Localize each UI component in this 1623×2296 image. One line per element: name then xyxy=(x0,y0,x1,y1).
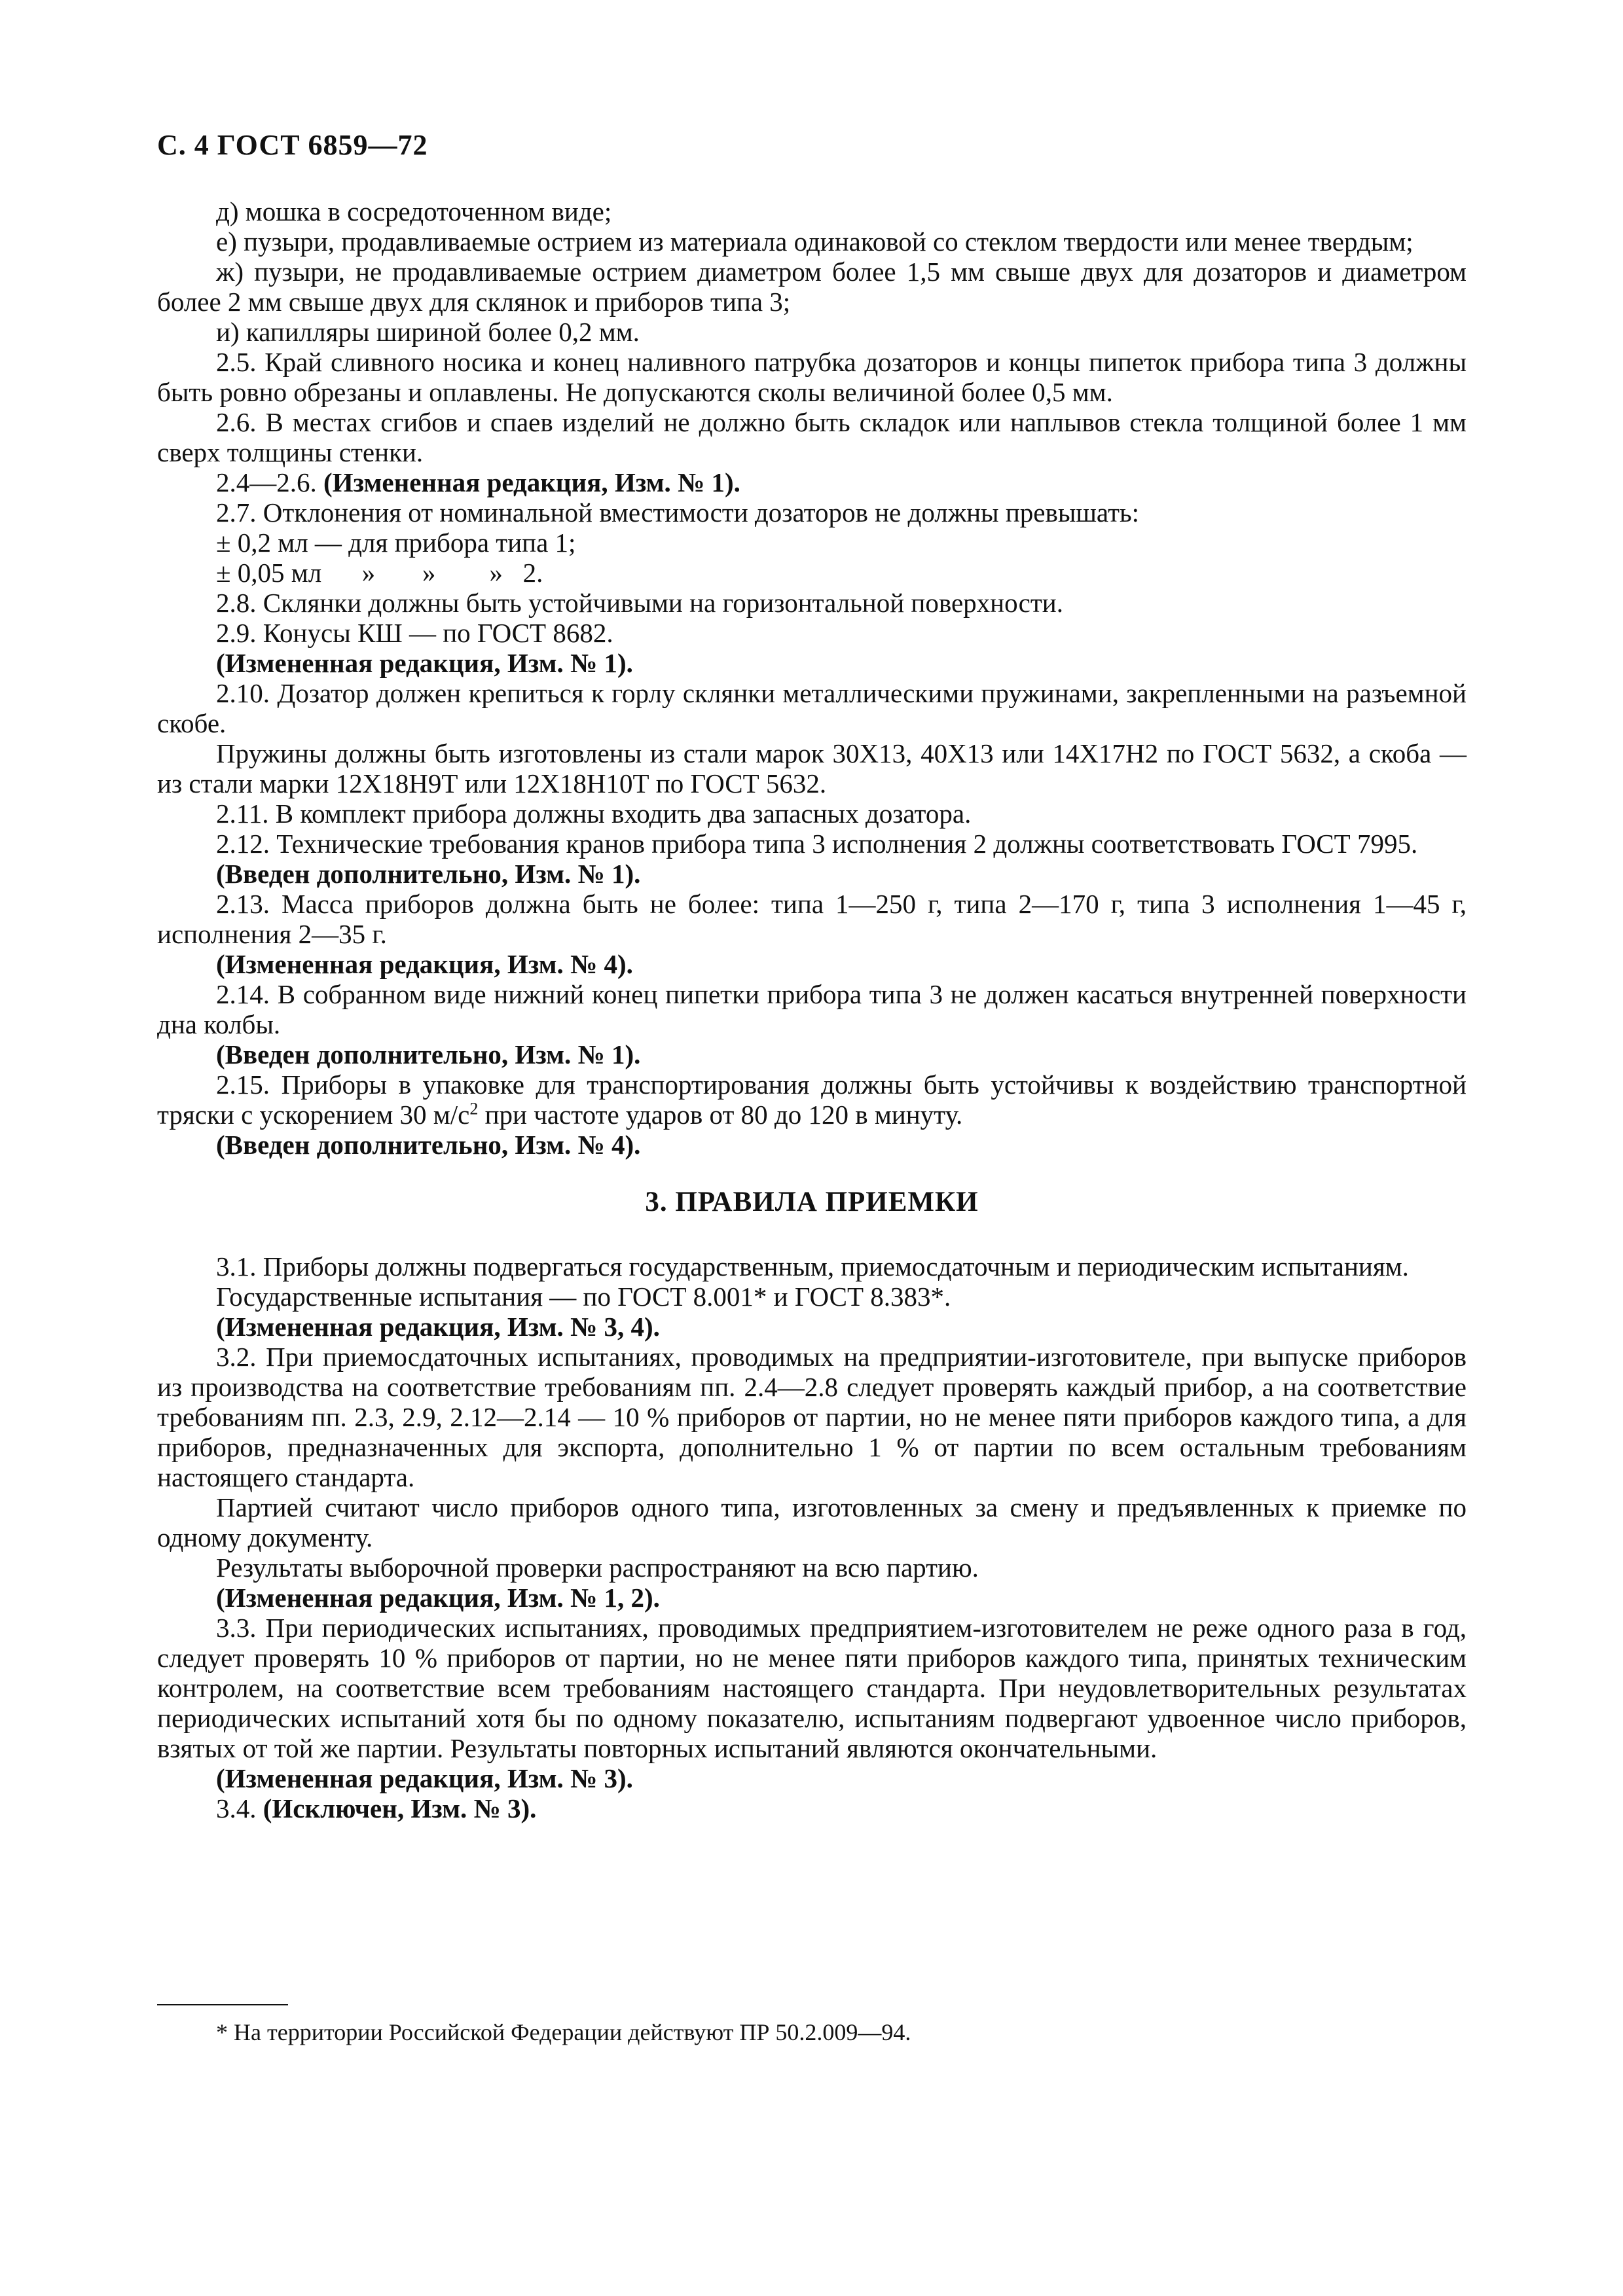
amendment-note: (Измененная редакция, Изм. № 1). xyxy=(323,467,740,497)
clause-2-15 xyxy=(157,1069,1467,1130)
clause-3-2-batch: Партией считают число приборов одного типа, изготовленных за смену и предъявленных к приемке по одному документу. xyxy=(157,1492,1467,1552)
amendment-note-2-13: (Измененная редакция, Изм. № 4). xyxy=(216,949,633,979)
superscript: 2 xyxy=(469,1099,479,1119)
amendment-note-3-2: (Измененная редакция, Изм. № 1, 2). xyxy=(216,1583,660,1613)
tolerance-type-1: ± 0,2 мл — для прибора типа 1; xyxy=(216,528,576,558)
clause-3-2: 3.2. При приемосдаточных испытаниях, проводимых на предприятии-изготовителе, при выпуске приборов из производства на соответствие требованиям пп. 2.4—2.8 следует проверять каждый прибор, а на соответствие требованиям пп. 2.3, 2.9, 2.12—2.14 — 10 % приборов от партии, но не менее пяти приборов каждого типа, а для приборов, предназначенных для экспорта, дополнительно 1 % от партии по всем остальным требованиям настоящего стандарта. xyxy=(157,1342,1467,1492)
document-body xyxy=(157,196,1467,1823)
clause-3-4-prefix: 3.4. xyxy=(216,1793,257,1823)
page-header: С. 4 ГОСТ 6859—72 xyxy=(157,129,428,161)
clause-3-3: 3.3. При периодических испытаниях, проводимых предприятием-изготовителем не реже одного раза в год, следует проверять 10 % приборов от партии, но не менее пяти приборов каждого типа, принятых техническим контролем, на соответствие всем требованиям настоящего стандарта. При неудовлетворительных результатах периодических испытаний хотя бы по одному показателю, испытаниям подвергают удвоенное число приборов, взятых от той же партии. Результаты повторных испытаний являются окончательными. xyxy=(157,1613,1467,1763)
clause-2-15-text-a: 2.15. Приборы в упаковке для транспортирования должны быть устойчивы к воздействию транспортной тряски с ускорением 30 м/с xyxy=(157,1069,1467,1130)
amendment-note-2-9: (Измененная редакция, Изм. № 1). xyxy=(216,648,633,678)
clause-3-4 xyxy=(157,1793,1467,1823)
amendment-note-3-3: (Измененная редакция, Изм. № 3). xyxy=(216,1763,633,1793)
clause-2-5: 2.5. Край сливного носика и конец наливного патрубка дозаторов и концы пипеток прибора типа 3 должны быть ровно обрезаны и оплавлены. Не допускаются сколы величиной более 0,5 мм. xyxy=(157,347,1467,407)
clause-2-12: 2.12. Технические требования кранов прибора типа 3 исполнения 2 должны соответствовать ГОСТ 7995. xyxy=(216,829,1418,859)
clause-2-10: 2.10. Дозатор должен крепиться к горлу склянки металлическими пружинами, закрепленными на разъемной скобе. xyxy=(157,678,1467,738)
list-item-d: д) мошка в сосредоточенном виде; xyxy=(216,196,612,226)
clause-2-9: 2.9. Конусы КШ — по ГОСТ 8682. xyxy=(216,618,613,648)
clause-3-1: 3.1. Приборы должны подвергаться государственным, приемосдаточным и периодическим испытаниям. xyxy=(216,1251,1409,1282)
clause-2-4-2-6-note xyxy=(157,467,1467,497)
footnote: * На территории Российской Федерации действуют ПР 50.2.009—94. xyxy=(216,2019,911,2045)
amendment-note-3-1: (Измененная редакция, Изм. № 3, 4). xyxy=(216,1312,660,1342)
clause-2-6: 2.6. В местах сгибов и спаев изделий не должно быть складок или наплывов стекла толщиной более 1 мм сверх толщины стенки. xyxy=(157,407,1467,467)
amendment-note-3-4: (Исключен, Изм. № 3). xyxy=(263,1793,537,1823)
clause-3-1-state-tests: Государственные испытания — по ГОСТ 8.001* и ГОСТ 8.383*. xyxy=(216,1282,951,1312)
footnote-divider xyxy=(157,2004,288,2005)
clause-2-15-text-b: при частоте ударов от 80 до 120 в минуту. xyxy=(478,1100,963,1130)
list-item-i: и) капилляры шириной более 0,2 мм. xyxy=(216,317,640,347)
amendment-note-2-12: (Введен дополнительно, Изм. № 1). xyxy=(216,859,641,889)
amendment-note-2-14: (Введен дополнительно, Изм. № 1). xyxy=(216,1039,641,1069)
clause-2-14: 2.14. В собранном виде нижний конец пипетки прибора типа 3 не должен касаться внутренней поверхности дна колбы. xyxy=(157,979,1467,1039)
clause-2-7: 2.7. Отклонения от номинальной вместимости дозаторов не должны превышать: xyxy=(216,497,1140,528)
list-item-zh: ж) пузыри, не продавливаемые острием диаметром более 1,5 мм свыше двух для дозаторов и диаметром более 2 мм свыше двух для склянок и приборов типа 3; xyxy=(157,257,1467,317)
clause-2-4-2-6-prefix: 2.4—2.6. xyxy=(216,467,317,497)
tolerance-type-2: ± 0,05 мл » » » 2. xyxy=(216,558,543,588)
clause-2-13: 2.13. Масса приборов должна быть не более: типа 1—250 г, типа 2—170 г, типа 3 исполнения 1—45 г, исполнения 2—35 г. xyxy=(157,889,1467,949)
clause-2-11: 2.11. В комплект прибора должны входить два запасных дозатора. xyxy=(216,798,972,829)
clause-2-10-springs: Пружины должны быть изготовлены из стали марок 30Х13, 40Х13 или 14Х17Н2 по ГОСТ 5632, а скоба — из стали марки 12Х18Н9Т или 12Х18Н10Т по ГОСТ 5632. xyxy=(157,738,1467,798)
amendment-note-2-15: (Введен дополнительно, Изм. № 4). xyxy=(216,1130,641,1160)
clause-2-8: 2.8. Склянки должны быть устойчивыми на горизонтальной поверхности. xyxy=(216,588,1063,618)
list-item-e: е) пузыри, продавливаемые острием из материала одинаковой со стеклом твердости или менее твердым; xyxy=(216,226,1413,257)
section-title: 3. ПРАВИЛА ПРИЕМКИ xyxy=(645,1187,979,1217)
clause-3-2-results: Результаты выборочной проверки распространяют на всю партию. xyxy=(216,1552,979,1583)
